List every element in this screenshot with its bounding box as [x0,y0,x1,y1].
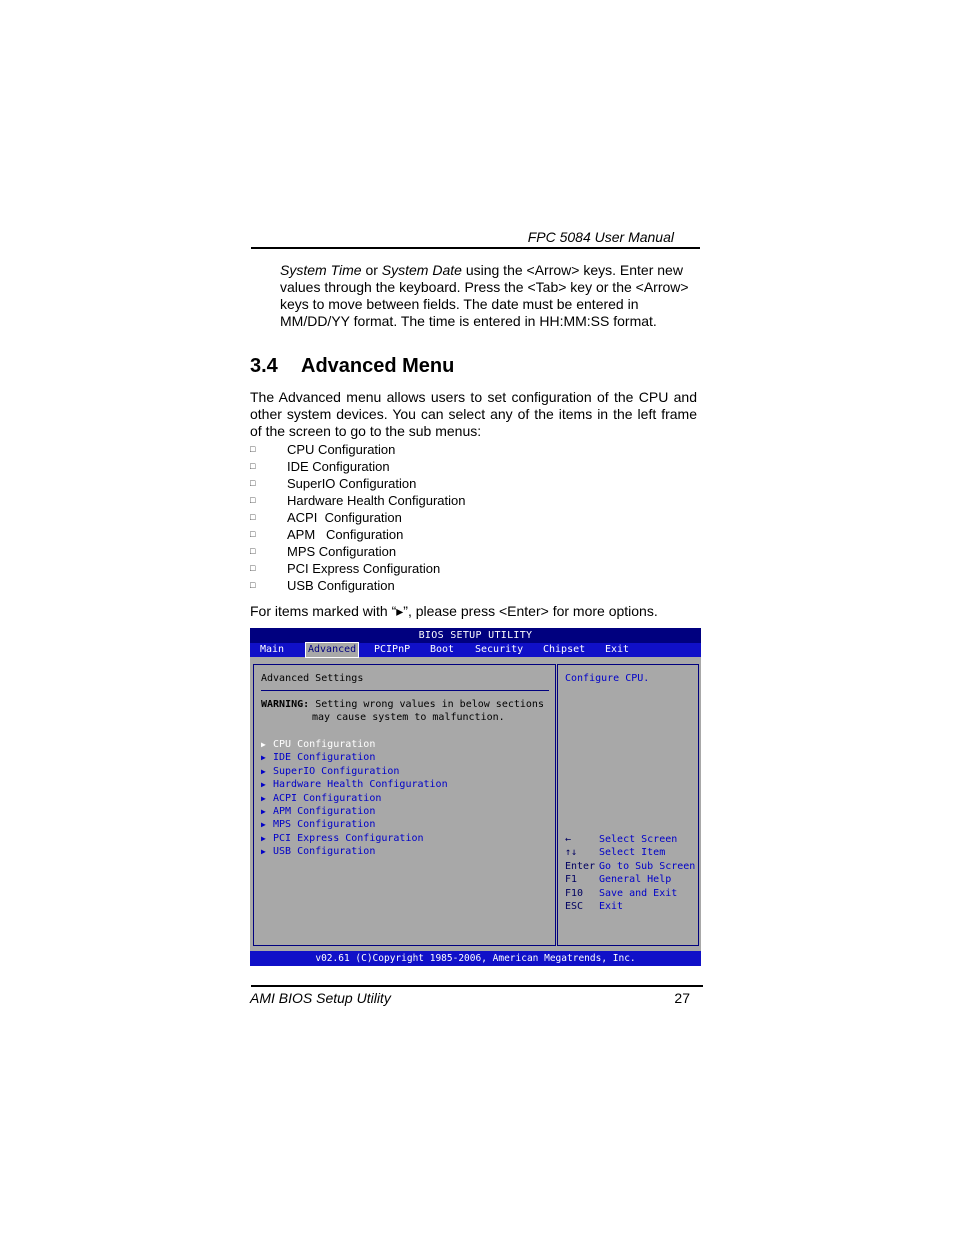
key-legend-row [565,873,695,886]
intro-system-date: System Date [381,262,462,278]
bios-left-panel [253,664,556,946]
bullet-item [250,526,465,543]
key-legend-row [565,900,695,913]
key-description: Save and Exit [599,887,678,899]
key-legend-row [565,860,695,873]
bios-menu-item[interactable] [261,778,448,791]
submenu-bullet-list [250,441,465,594]
bullet-box-icon: □ [250,546,256,556]
key-description: Exit [599,900,624,912]
footer-title: AMI BIOS Setup Utility [250,990,391,1006]
advanced-settings-heading: Advanced Settings [261,673,364,684]
bullet-label: SuperIO Configuration [287,476,417,491]
key-name: ↑↓ [565,847,578,859]
bios-submenu-list [261,738,448,859]
bios-menu-label: Hardware Health Configuration [273,779,448,791]
bios-menu-label: MPS Configuration [273,819,376,831]
triangle-right-icon: ▶ [261,766,266,776]
tab-security[interactable]: Security [475,644,524,655]
warning-label: WARNING: [261,699,310,710]
bullet-box-icon: □ [250,512,256,522]
bios-right-panel [557,664,699,946]
bios-menu-label: SuperIO Configuration [273,765,400,777]
key-legend-row [565,833,695,846]
heading-divider [261,690,549,691]
key-legend-row [565,887,695,900]
page-header-title: FPC 5084 User Manual [527,229,674,245]
section-title [250,355,454,378]
bios-screenshot [250,628,701,966]
enter-note: For items marked with “▸”, please press <Enter> for more options. [250,603,658,619]
triangle-right-icon: ▶ [261,847,266,857]
bios-menu-label: IDE Configuration [273,752,376,764]
bullet-box-icon: □ [250,563,256,573]
key-description: Select Screen [599,834,678,845]
bios-menu-label: ACPI Configuration [273,792,382,804]
key-legend [565,833,695,913]
bios-menu-item[interactable] [261,765,448,778]
key-name: F1 [565,874,578,886]
key-name: ESC [565,900,584,912]
intro-system-time: System Time [280,262,362,278]
tab-chipset[interactable]: Chipset [543,644,586,655]
bullet-item [250,475,465,492]
warning-text-1: Setting wrong values in below sections [309,699,544,710]
bios-copyright-bar: v02.61 (C)Copyright 1985-2006, American Megatrends, Inc. [250,951,701,966]
intro-or: or [361,262,382,278]
section-name: Advanced Menu [301,355,455,377]
bullet-label: USB Configuration [287,578,395,593]
bullet-item [250,543,465,560]
triangle-right-icon: ▶ [261,753,266,763]
bullet-box-icon: □ [250,444,256,454]
page-number: 27 [674,990,690,1006]
header-rule [251,247,700,249]
bullet-item [250,560,465,577]
bullet-label: Hardware Health Configuration [287,493,466,508]
bullet-box-icon: □ [250,461,256,471]
bios-menu-label: CPU Configuration [273,739,376,750]
bios-tab-bar [250,643,701,657]
warning-line-1 [261,699,544,710]
bios-menu-item[interactable] [261,832,448,845]
bullet-label: IDE Configuration [287,459,390,474]
bullet-label: APM Configuration [287,527,404,542]
bullet-item [250,492,465,509]
bullet-label: PCI Express Configuration [287,561,441,576]
key-legend-row [565,846,695,859]
key-description: Go to Sub Screen [599,860,696,872]
key-name: F10 [565,887,584,899]
triangle-right-icon: ▶ [261,793,266,803]
advanced-menu-paragraph: The Advanced menu allows users to set configuration of the CPU and other system devices. You can select any of the items in the left frame of the screen to go to the sub menus: [250,389,697,439]
key-description: Select Item [599,847,666,859]
bullet-item [250,458,465,475]
triangle-right-icon: ▶ [261,740,266,749]
bullet-item [250,577,465,594]
bios-menu-item[interactable] [261,792,448,805]
bullet-label: CPU Configuration [287,442,396,457]
key-description: General Help [599,874,672,886]
key-name: Enter [565,860,596,872]
section-number: 3.4 [250,355,278,377]
tab-exit[interactable]: Exit [605,644,630,655]
warning-line-2: may cause system to malfunction. [312,712,505,723]
tab-advanced[interactable]: Advanced [308,644,357,655]
bios-menu-label: PCI Express Configuration [273,832,424,844]
bios-menu-label: APM Configuration [273,805,376,817]
intro-rest: using the <Arrow> keys. Enter new values through the keyboard. Press the <Tab> key or the <Arrow> keys to move between fields. The date must be entered in MM/DD/YY format. The time is entered in HH:MM:SS format. [280,262,689,329]
tab-boot[interactable]: Boot [430,644,455,655]
bullet-label: MPS Configuration [287,544,397,559]
bios-title-bar: BIOS SETUP UTILITY [250,628,701,643]
triangle-right-icon: ▶ [261,820,266,830]
triangle-right-icon: ▶ [261,806,266,816]
intro-paragraph [280,262,700,330]
bios-menu-label: USB Configuration [273,846,376,858]
help-text: Configure CPU. [565,673,650,684]
bios-menu-item[interactable] [261,845,448,858]
bullet-box-icon: □ [250,495,256,505]
bios-menu-item[interactable] [261,818,448,831]
triangle-right-icon: ▶ [261,780,266,790]
bios-menu-item[interactable] [261,738,448,751]
footer-rule [251,985,703,987]
tab-main[interactable]: Main [260,644,285,655]
bios-menu-item[interactable] [261,751,448,764]
bullet-label: ACPI Configuration [287,510,402,525]
tab-pcipnp[interactable]: PCIPnP [374,644,411,655]
bullet-box-icon: □ [250,478,256,488]
bullet-item [250,509,465,526]
bullet-box-icon: □ [250,580,256,590]
triangle-right-icon: ▶ [261,833,266,843]
bullet-box-icon: □ [250,529,256,539]
bios-menu-item[interactable] [261,805,448,818]
key-name: ← [565,834,572,845]
bullet-item [250,441,465,458]
